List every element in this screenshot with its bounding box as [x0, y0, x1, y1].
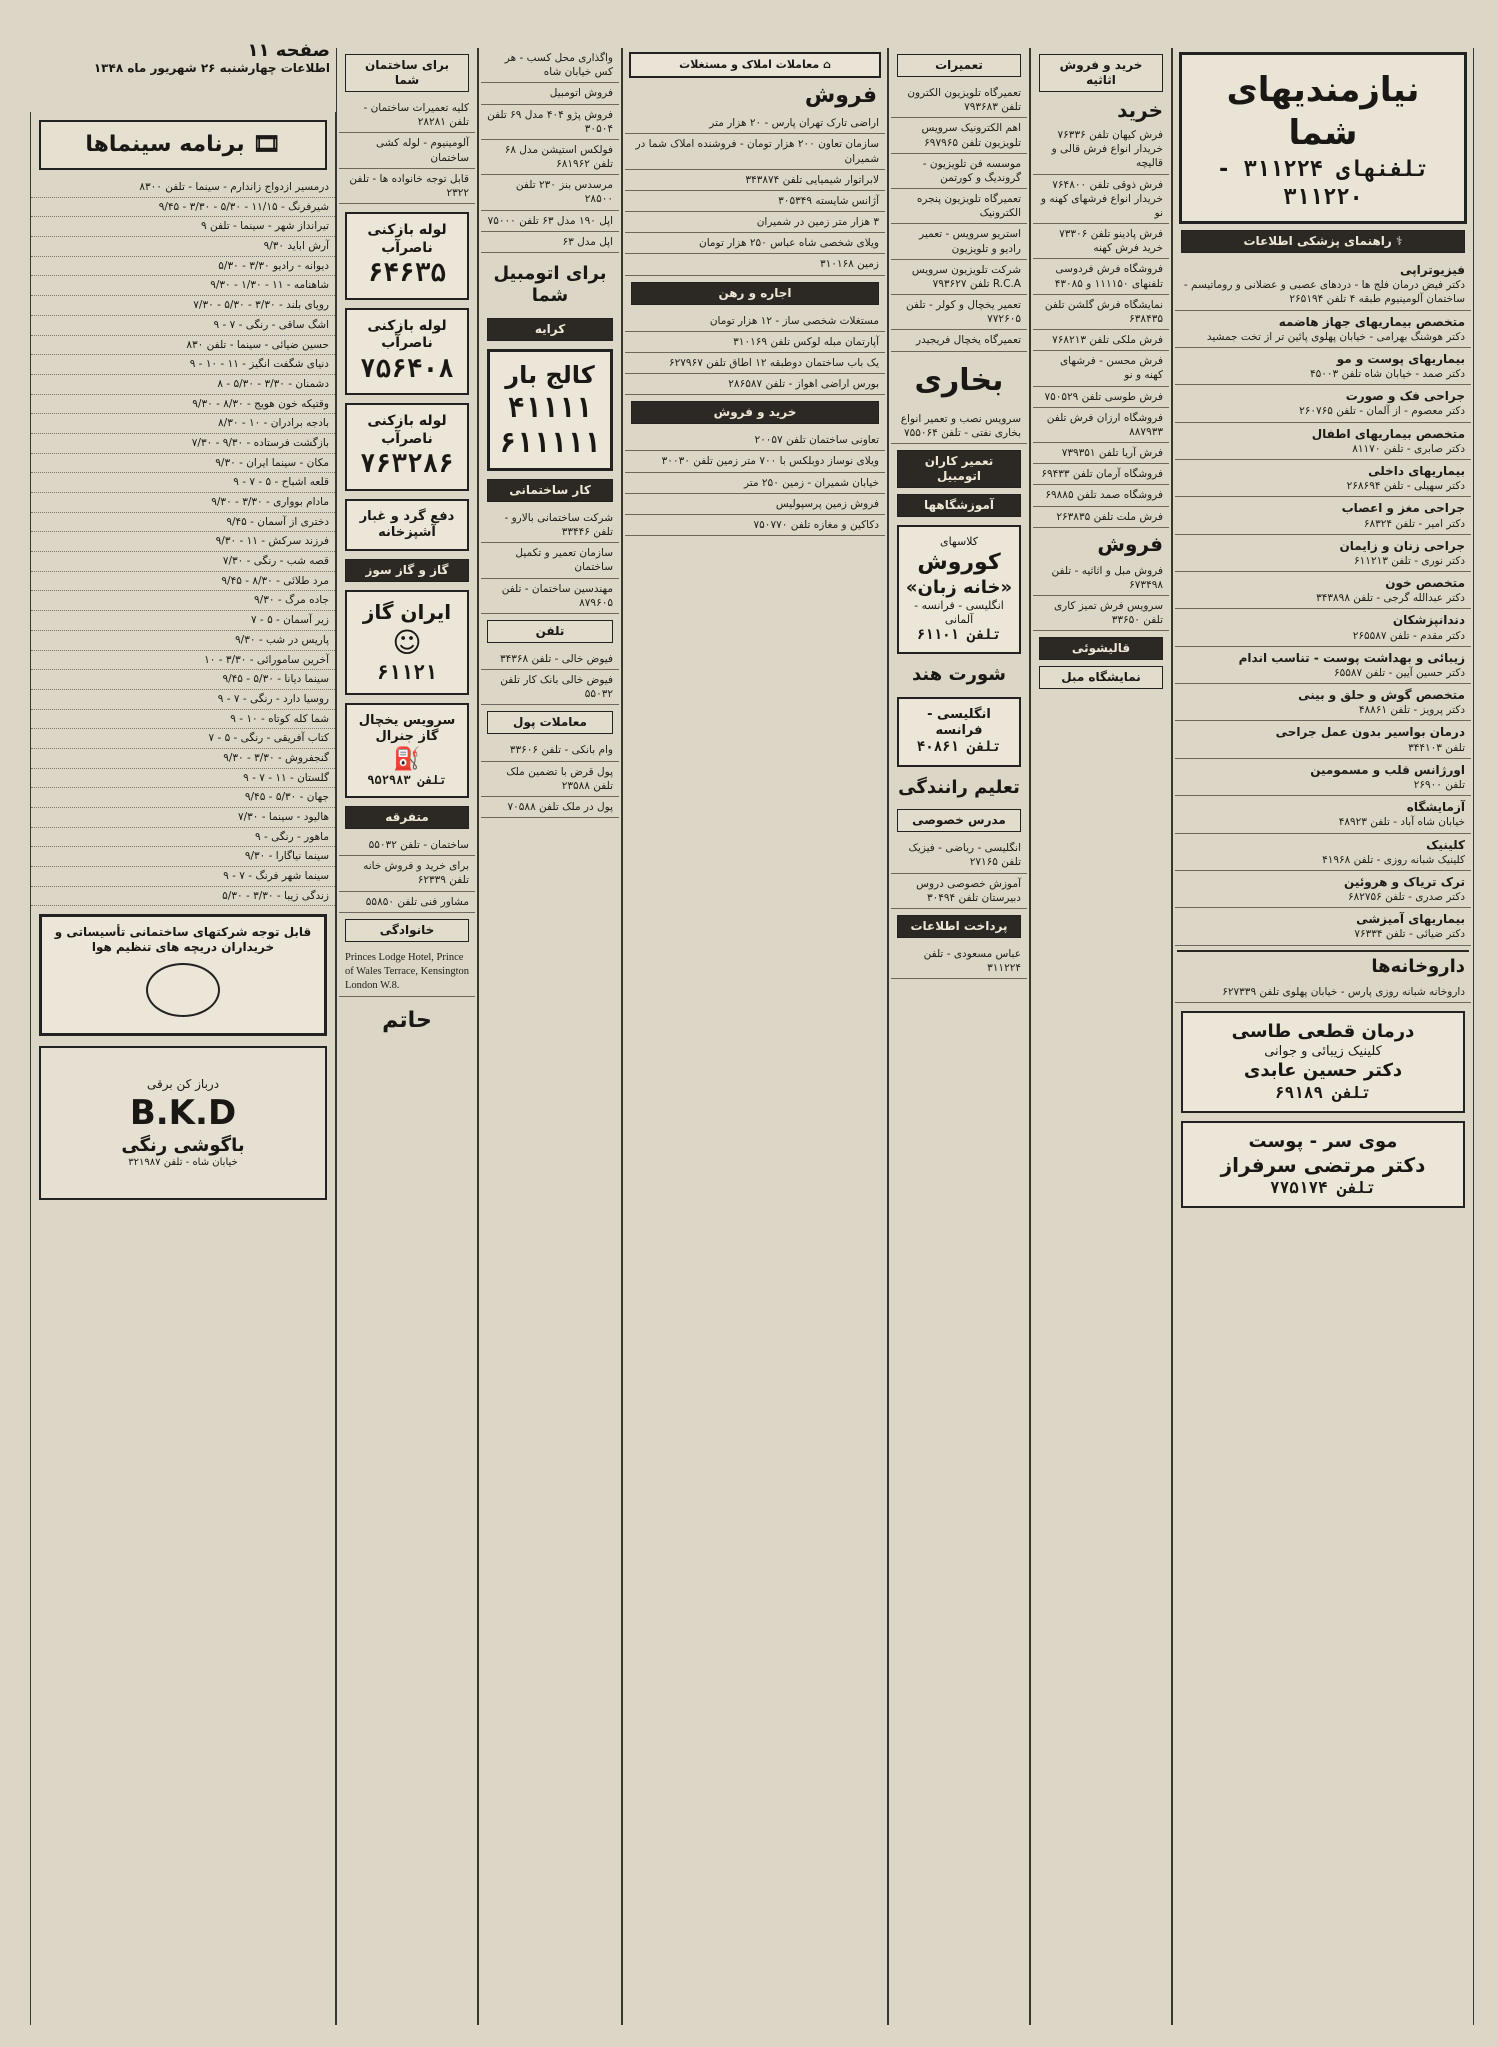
property-ad: تعاونی ساختمان تلفن ۲۰۰۵۷ [625, 430, 885, 451]
repair-ad: تعمیرگاه تلویزیون پنجره الکترونیک [891, 189, 1027, 224]
buy-ad: فرش آریا تلفن ۷۳۹۳۵۱ [1033, 443, 1169, 464]
construction-header: کار ساختمانی [487, 479, 613, 502]
film-listing: دیوانه - رادیو ۳/۳۰ - ۵/۳۰ [31, 257, 335, 277]
misc-ad: ساختمان - تلفن ۵۵۰۳۲ [339, 835, 475, 856]
film-listing: جهان - ۵/۳۰ - ۹/۴۵ [31, 788, 335, 808]
film-listing: آخرین سامورائی - ۳/۳۰ - ۱۰ [31, 651, 335, 671]
gas-mascot-icon: ☺ [392, 626, 422, 660]
film-listing: مکان - سینما ایران - ۹/۳۰ [31, 454, 335, 474]
furniture-header: خرید و فروش اثاثیه [1039, 54, 1163, 92]
building-service-ad: قابل توجه خانواده ها - تلفن ۲۳۲۲ [339, 169, 475, 204]
car-ad: اپل ۱۹۰ مدل ۶۳ تلفن ۷۵۰۰۰ [481, 211, 619, 232]
misc-ad: برای خرید و فروش خانه تلفن ۶۲۳۳۹ [339, 856, 475, 891]
film-listing: قلعه اشباح - ۵ - ۷ - ۹ [31, 473, 335, 493]
rent-ad: یک باب ساختمان دوطبقه ۱۲ اطاق تلفن ۶۲۷۹۶۷ [625, 353, 885, 374]
film-listing: وقتیکه خون هویج - ۸/۳۰ - ۹/۳۰ [31, 395, 335, 415]
carpet-wash-header: قالیشوئی [1039, 637, 1163, 660]
general-service-ad: سرویس یخچال گاز جنرال ⛽ تلفن ۹۵۲۹۸۳ [345, 703, 469, 798]
ettelaat-text: عباس مسعودی - تلفن ۳۱۱۲۲۴ [891, 944, 1027, 979]
medical-entry-title: بیماریهای پوست و مو [1336, 351, 1465, 366]
derm-ad: موی سر - پوست دکتر مرتضی سرفراز تلفن ۷۷۵۱۷۴ [1181, 1121, 1465, 1209]
car-ad: فروش اتومبیل [481, 83, 619, 104]
buy-label: خرید [1117, 98, 1163, 122]
film-listing: رویای بلند - ۳/۳۰ - ۵/۳۰ - ۷/۳۰ [31, 296, 335, 316]
building-header: برای ساختمان شما [345, 54, 469, 92]
property-ad: ویلای نوساز دوبلکس با ۷۰۰ متر زمین تلفن ۳۰۰۳۰ [625, 451, 885, 472]
medical-entry-text: دکتر صدری - تلفن ۶۸۲۷۵۶ [1347, 891, 1465, 904]
gas-cylinder-icon: ⛽ [393, 746, 421, 772]
money-ad: پول قرض با تضمین ملک تلفن ۲۳۵۸۸ [481, 762, 619, 797]
misc-ad: مشاور فنی تلفن ۵۵۸۵۰ [339, 892, 475, 913]
buy-list [1031, 125, 1171, 528]
teacher-ad: انگلیسی - ریاضی - فیزیک تلفن ۲۷۱۶۵ [891, 838, 1027, 873]
medical-entry [1175, 609, 1471, 646]
real-estate-ad: سازمان تعاون ۲۰۰ هزار تومان - فروشنده املاک شما در شمیران [625, 134, 885, 169]
medical-entry [1175, 759, 1471, 796]
medical-entry-text: دکتر معصوم - از آلمان - تلفن ۲۶۰۷۶۵ [1299, 405, 1465, 418]
film-listing: حسین ضیائی - سینما - تلفن ۸۳۰ [31, 336, 335, 356]
pharmacy-text: داروخانه شبانه روزی پارس - خیابان پهلوی تلفن ۶۲۷۳۳۹ [1175, 982, 1471, 1003]
buy-ad: فروشگاه صمد تلفن ۶۹۸۸۵ [1033, 485, 1169, 506]
furniture-column [1030, 48, 1172, 2025]
film-listing: دشمنان - ۳/۳۰ - ۵/۳۰ - ۸ [31, 375, 335, 395]
car-repair-header: تعمیر کاران اتومبیل [897, 450, 1021, 488]
buy-ad: فرش محسن - فرشهای کهنه و نو [1033, 351, 1169, 386]
film-listing: سینما دیانا - ۵/۳۰ - ۹/۴۵ [31, 670, 335, 690]
cars-column [478, 48, 622, 2025]
buy-ad: فروشگاه آرمان تلفن ۶۹۴۳۳ [1033, 464, 1169, 485]
medical-entry-title: جراحی مغز و اعصاب [1341, 501, 1465, 516]
medical-entry [1175, 721, 1471, 758]
buy-ad: فروشگاه ارزان فرش تلفن ۸۸۷۹۳۳ [1033, 408, 1169, 443]
medical-entry-text: دکتر امیر - تلفن ۶۸۳۲۴ [1363, 517, 1465, 530]
medical-entry [1175, 460, 1471, 497]
language-class-box: کلاسهای کوروش «خانه زبان» انگلیسی - فرانسه - آلمانی تلفن ۶۱۱۰۱ [897, 525, 1021, 654]
classified-phones: تلفنهای ۳۱۱۲۲۴ - ۳۱۱۲۲۰ [1217, 157, 1429, 210]
repair-ad: اهم الکترونیک سرویس تلویزیون تلفن ۶۹۷۹۶۵ [891, 118, 1027, 153]
film-listing: گنجفروش - ۳/۳۰ - ۹/۳۰ [31, 749, 335, 769]
repair-ad: شرکت تلویزیون سرویس R.C.A تلفن ۷۹۳۶۲۷ [891, 260, 1027, 295]
medical-entry-title: متخصص گوش و حلق و بینی [1298, 688, 1465, 703]
building-services-list [337, 98, 477, 204]
medical-list [1173, 259, 1473, 946]
medical-entry-title: زیبائی و بهداشت پوست - تناسب اندام [1238, 650, 1465, 665]
building-service-ad: آلومینیوم - لوله کشی ساختمان [339, 133, 475, 168]
buy-ad: نمایشگاه فرش گلشن تلفن ۶۳۸۴۳۵ [1033, 295, 1169, 330]
repair-ad: استریو سرویس - تعمیر رادیو و تلویزیون [891, 224, 1027, 259]
medical-entry [1175, 572, 1471, 609]
film-listing: درمسیر ازدواج زاندارم - سینما - تلفن ۸۳۰۰ [31, 178, 335, 198]
sell2-header: خرید و فروش [631, 401, 879, 424]
buy-ad: فرش ذوقی تلفن ۷۶۴۸۰۰ خریدار انواع فرشهای کهنه و نو [1033, 175, 1169, 225]
medical-entry-title: درمان بواسیر بدون عمل جراحی [1275, 725, 1465, 740]
medical-entry-text: تلفن ۳۴۴۱۰۳ [1408, 741, 1465, 754]
medical-entry-title: متخصص بیماریهای جهاز هاضمه [1278, 314, 1465, 329]
construction-list [479, 508, 621, 614]
driving-title: تعلیم رانندگی [898, 776, 1020, 798]
repair-ad: تعمیر یخچال و کولر - تلفن ۷۷۲۶۰۵ [891, 295, 1027, 330]
film-list [31, 178, 335, 906]
film-listing: شیرفرنگ - ۱۱/۱۵ - ۵/۳۰ - ۳/۳۰ - ۹/۴۵ [31, 198, 335, 218]
page-number: صفحه ۱۱ [247, 40, 330, 61]
cinema-column [30, 112, 336, 2025]
money-header: معاملات پول [487, 711, 613, 734]
real-estate-ad: اراضی تارک تهران پارس - ۲۰ هزار متر [625, 113, 885, 134]
real-estate-list [623, 113, 887, 275]
medical-entry [1175, 311, 1471, 348]
construction-ad: سازمان تعمیر و تکمیل ساختمان [481, 543, 619, 578]
sell-list [1031, 561, 1171, 632]
medical-entry-title: کلینیک [1426, 837, 1465, 852]
medical-entry [1175, 871, 1471, 908]
car-ad: اپل مدل ۶۳ [481, 232, 619, 253]
film-listing: زندگی زیبا - ۳/۳۰ - ۵/۳۰ [31, 887, 335, 907]
rent-ad: بورس اراضی اهواز - تلفن ۲۸۶۵۸۷ [625, 374, 885, 395]
medical-entry-title: جراحی فک و صورت [1345, 389, 1465, 404]
shorthand-title: شورت هند [912, 664, 1006, 686]
medical-entry-title: متخصص خون [1385, 576, 1465, 591]
film-listing: جاده مرگ - ۹/۳۰ [31, 591, 335, 611]
private-teacher-header: مدرس خصوصی [897, 809, 1021, 832]
medical-entry [1175, 497, 1471, 534]
medical-entry-text: خیابان شاه آباد - تلفن ۴۸۹۲۳ [1338, 816, 1465, 829]
film-listing: سینما شهر فرنگ - ۷ - ۹ [31, 867, 335, 887]
money-ad: پول در ملک تلفن ۷۰۵۸۸ [481, 797, 619, 818]
house-icon: ⌂ [819, 58, 831, 71]
plumber-ad-2: لوله بازکنی ناصرآب ۷۵۶۴۰۸ [345, 308, 469, 396]
rent-list [623, 311, 887, 396]
real-estate-ad: آژانس شایسته ۳۰۵۳۴۹ [625, 191, 885, 212]
film-listing: ماهور - رنگی - ۹ [31, 828, 335, 848]
film-listing: اشگ ساقی - رنگی - ۷ - ۹ [31, 316, 335, 336]
film-listing: شاهنامه - ۱۱ - ۱/۳۰ - ۹/۳۰ [31, 276, 335, 296]
for-your-car-title: برای اتومبیل شما [493, 262, 607, 307]
film-listing: زیر آسمان - ۵ - ۷ [31, 611, 335, 631]
rent-ad: مستغلات شخصی ساز - ۱۲ هزار تومان [625, 311, 885, 332]
medical-entry-text: دکتر حسین آیین - تلفن ۶۵۵۸۷ [1333, 666, 1465, 679]
classified-title-box [1179, 52, 1467, 224]
film-listing: کتاب آفریقی - رنگی - ۵ - ۷ [31, 729, 335, 749]
real-estate-header: ⌂ معاملات املاک و مستغلات [629, 52, 881, 78]
hair-clinic-ad: درمان قطعی طاسی کلینیک زیبائی و جوانی دکتر حسین عابدی تلفن ۶۹۱۸۹ [1181, 1011, 1465, 1112]
phone-ad: فیوض خالی بانک کار تلفن ۵۵۰۳۲ [481, 670, 619, 705]
iran-gas-ad: ایران گاز ☺ ۶۱۱۲۱ [345, 590, 469, 695]
real-estate-ad: زمین ۳۱۰۱۶۸ [625, 254, 885, 275]
masthead [30, 40, 330, 75]
money-list [479, 740, 621, 818]
film-listing: پاریس در شب - ۹/۳۰ [31, 631, 335, 651]
car-ad: مرسدس بنز ۲۳۰ تلفن ۲۸۵۰۰ [481, 175, 619, 210]
medical-entry-text: تلفن ۲۶۹۰۰ [1413, 779, 1465, 792]
film-listing: تیرانداز شهر - سینما - تلفن ۹ [31, 217, 335, 237]
buy-ad: فرش ملت تلفن ۲۶۳۸۳۵ [1033, 507, 1169, 528]
cinema-header: 🎞 برنامه سینماها [39, 120, 327, 170]
car-list [479, 48, 621, 253]
medical-entry-text: دکتر صابری - تلفن ۸۱۱۷۰ [1352, 442, 1465, 455]
phone-list [479, 649, 621, 706]
projector-icon: 🎞 [252, 132, 281, 158]
film-listing: فرزند سرکش - ۱۱ - ۹/۳۰ [31, 532, 335, 552]
divider [1177, 950, 1469, 952]
medical-entry-text: دکتر نوری - تلفن ۶۱۱۲۱۳ [1354, 554, 1465, 567]
medical-entry-text: دکتر پرویز - تلفن ۴۸۸۶۱ [1358, 704, 1465, 717]
construction-ad: شرکت ساختمانی بالارو - تلفن ۳۳۴۴۶ [481, 508, 619, 543]
bkd-ad: درباز کن برقی B.K.D باگوشی رنگی خیابان شاه - تلفن ۳۲۱۹۸۷ [39, 1046, 327, 1200]
misc-header: متفرقه [345, 806, 469, 829]
film-listing: دختری از آسمان - ۹/۴۵ [31, 513, 335, 533]
film-listing: شما کله کوتاه - ۱۰ - ۹ [31, 710, 335, 730]
buy-ad: فرش کیهان تلفن ۷۶۳۳۶ خریدار انواع فرش قالی و قالیچه [1033, 125, 1169, 175]
furniture-show-header: نمایشگاه مبل [1039, 666, 1163, 689]
medical-entry-text: دکتر مقدم - تلفن ۲۶۵۵۸۷ [1352, 629, 1465, 642]
medical-entry [1175, 385, 1471, 422]
classified-column [1172, 48, 1474, 2025]
phone-header: تلفن [487, 620, 613, 643]
medical-entry-title: جراحی زنان و زایمان [1339, 538, 1465, 553]
issue-date: اطلاعات چهارشنبه ۲۶ شهریور ماه ۱۳۴۸ [93, 61, 330, 75]
plumber-ad-1: لوله بازکنی ناصرآب ۶۴۶۳۵ [345, 212, 469, 300]
teacher-list [889, 838, 1029, 909]
medical-entry-title: متخصص بیماریهای اطفال [1311, 426, 1465, 441]
property-ad: فروش زمین پرسپولیس [625, 494, 885, 515]
buy-ad: فرش ملکی تلفن ۷۶۸۲۱۳ [1033, 330, 1169, 351]
car-ad: فولکس استیشن مدل ۶۸ تلفن ۶۸۱۹۶۲ [481, 140, 619, 175]
medical-guide-header: ⚕ راهنمای پزشکی اطلاعات [1181, 230, 1465, 253]
building-service-ad: کلیه تعمیرات ساختمان - تلفن ۲۸۲۸۱ [339, 98, 475, 133]
real-estate-ad: ویلای شخصی شاه عباس ۲۵۰ هزار تومان [625, 233, 885, 254]
film-listing: مرد طلائی - ۸/۳۰ - ۹/۴۵ [31, 572, 335, 592]
medical-entry-title: بیماریهای آمیزشی [1356, 912, 1465, 927]
film-listing: گلستان - ۱۱ - ۷ - ۹ [31, 769, 335, 789]
film-listing: روسیا دارد - رنگی - ۷ - ۹ [31, 690, 335, 710]
medical-entry-title: دندانپزشکان [1392, 613, 1465, 628]
medical-entry [1175, 684, 1471, 721]
money-ad: وام بانکی - تلفن ۳۳۶۰۶ [481, 740, 619, 761]
ettelaat-header: پرداخت اطلاعات [897, 915, 1021, 938]
car-rental-header: کرایه [487, 318, 613, 341]
repairs-header: تعمیرات [897, 54, 1021, 77]
car-ad: فروش پژو ۴۰۴ مدل ۶۹ تلفن ۳۰۵۰۴ [481, 105, 619, 140]
english-class-box: انگلیسی - فرانسه تلفن ۴۰۸۶۱ [897, 697, 1021, 767]
plumber-ad-3: لوله بازکنی ناصرآب ۷۶۳۲۸۶ [345, 403, 469, 491]
property-ad: خیابان شمیران - زمین ۲۵۰ متر [625, 473, 885, 494]
medical-entry-text: دکتر هوشنگ بهرامی - خیابان پهلوی پائین تر از تخت جمشید [1206, 330, 1465, 343]
pharmacy-header: داروخانه‌ها [1371, 955, 1465, 977]
ventilation-notice: قابل توجه شرکتهای ساختمانی تأسیساتی و خریداران دریچه های تنظیم هوا [39, 914, 327, 1036]
medical-entry [1175, 535, 1471, 572]
film-listing: مادام بوواری - ۳/۳۰ - ۹/۳۰ [31, 493, 335, 513]
film-listing: آرش اباید ۹/۳۰ [31, 237, 335, 257]
buy-ad: فروشگاه فرش فردوسی تلفنهای ۱۱۱۱۵۰ و ۴۳۰۸۵ [1033, 259, 1169, 294]
rent-ad: آپارتمان مبله لوکس تلفن ۳۱۰۱۶۹ [625, 332, 885, 353]
sell-ad: سرویس فرش تمیز کاری تلفن ۳۳۶۵۰ [1033, 596, 1169, 631]
real-estate-ad: لابراتوار شیمیایی تلفن ۳۴۳۸۷۴ [625, 170, 885, 191]
college-bar-ad: کالج بار ۴۱۱۱۱ ۶۱۱۱۱۱ [487, 349, 613, 471]
buy-ad: فرش طوسی تلفن ۷۵۰۵۲۹ [1033, 387, 1169, 408]
medical-entry [1175, 796, 1471, 833]
teacher-ad: آموزش خصوصی دروس دبیرستان تلفن ۳۰۴۹۴ [891, 874, 1027, 909]
medical-entry-text: دکتر ضیائی - تلفن ۷۶۳۳۴ [1354, 928, 1465, 941]
sell2-list [623, 430, 887, 536]
medical-entry [1175, 908, 1471, 945]
medical-entry [1175, 834, 1471, 871]
real-estate-sell-label: فروش [804, 82, 877, 108]
schools-header: آموزشگاهها [897, 494, 1021, 517]
car-ad: واگذاری محل کسب - هر کس خیابان شاه [481, 48, 619, 83]
medical-entry [1175, 423, 1471, 460]
repairs-column [888, 48, 1030, 2025]
medical-entry-title: آزمایشگاه [1406, 800, 1465, 815]
medical-entry-text: کلینیک شبانه روزی - تلفن ۴۱۹۶۸ [1322, 853, 1465, 866]
london-hotel-text: Princes Lodge Hotel, Prince of Wales Terrace, Kensington London W.8. [339, 948, 475, 998]
medical-entry-text: دکتر عبدالله گرجی - تلفن ۳۴۳۸۹۸ [1316, 592, 1465, 605]
medical-entry-title: اورژانس قلب و مسمومین [1310, 762, 1465, 777]
medical-entry [1175, 348, 1471, 385]
medical-caduceus-icon: ⚕ [1391, 234, 1403, 248]
misc-list [337, 835, 477, 913]
sell-label: فروش [1097, 531, 1163, 556]
repair-ad: موسسه فن تلویزیون - گروندیگ و کورتمن [891, 154, 1027, 189]
medical-entry-title: ترک تریاک و هروئین [1344, 874, 1465, 889]
family-header: خانوادگی [345, 919, 469, 942]
buy-ad: فرش پادینو تلفن ۷۳۳۰۶ خرید فرش کهنه [1033, 224, 1169, 259]
medical-entry-title: بیماریهای داخلی [1368, 463, 1465, 478]
property-ad: دکاکین و مغازه تلفن ۷۵۰۷۷۰ [625, 515, 885, 536]
company-seal-icon [146, 963, 220, 1017]
repair-list [889, 83, 1029, 352]
medical-entry [1175, 647, 1471, 684]
gas-header: گاز و گاز سوز [345, 559, 469, 582]
medical-entry-text: دکتر سهیلی - تلفن ۲۶۸۶۹۴ [1346, 480, 1465, 493]
heater-title: بخاری [914, 362, 1004, 398]
construction-ad: مهندسین ساختمان - تلفن ۸۷۹۶۰۵ [481, 579, 619, 614]
phone-ad: فیوض خالی - تلفن ۳۴۳۶۸ [481, 649, 619, 670]
real-estate-ad: ۳ هزار متر زمین در شمیران [625, 212, 885, 233]
services-column [336, 48, 478, 2025]
hatam-title: حاتم [382, 1008, 432, 1034]
film-listing: سینما نیاگارا - ۹/۳۰ [31, 847, 335, 867]
dust-removal-ad: دفع گرد و غبار آشپزخانه [345, 499, 469, 552]
sell-ad: فروش مبل و اثاثیه - تلفن ۶۷۳۴۹۸ [1033, 561, 1169, 596]
film-listing: هالیود - سینما - ۷/۳۰ [31, 808, 335, 828]
film-listing: بادجه برادران - ۱۰ - ۸/۳۰ [31, 414, 335, 434]
repair-ad: تعمیرگاه تلویزیون الکترون تلفن ۷۹۳۶۸۳ [891, 83, 1027, 118]
film-listing: قصه شب - رنگی - ۷/۳۰ [31, 552, 335, 572]
film-listing: بازگشت فرستاده - ۹/۳۰ - ۷/۳۰ [31, 434, 335, 454]
rent-header: اجاره و رهن [631, 282, 879, 305]
heater-text: سرویس نصب و تعمیر انواع بخاری نفتی - تلفن ۷۵۵۰۶۴ [891, 409, 1027, 444]
medical-entry-title: فیزیوتراپی [1400, 263, 1465, 277]
real-estate-column [622, 48, 888, 2025]
medical-entry [1175, 259, 1471, 311]
classified-title: نیازمندیهای شما [1226, 70, 1420, 153]
medical-entry-text: دکتر فیض درمان فلج ها - دردهای عصبی و عضلانی و روماتیسم - ساختمان آلومینیوم طبقه ۴ تلفن ۲۶۵۱۹۴ [1183, 279, 1465, 306]
repair-ad: تعمیرگاه یخچال فریجیدر [891, 330, 1027, 351]
film-listing: دنیای شگفت انگیز - ۱۱ - ۱۰ - ۹ [31, 355, 335, 375]
medical-entry-text: دکتر صمد - خیابان شاه تلفن ۴۵۰۰۳ [1309, 368, 1465, 381]
